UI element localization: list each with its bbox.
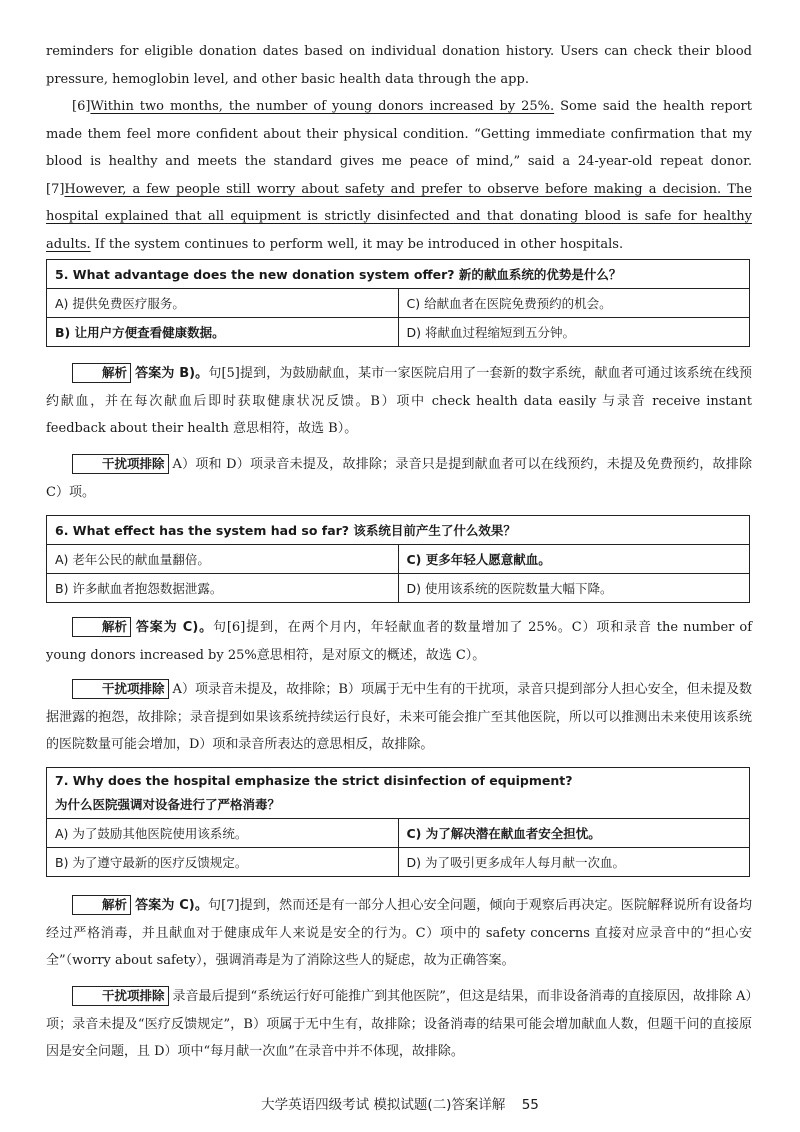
analysis-label: 解析 — [72, 895, 131, 915]
passage-text-end: If the system continues to perform well, it may be introduced in other hospitals. — [90, 236, 624, 252]
distractor-6 — [46, 676, 752, 759]
page-number: 55 — [521, 1097, 539, 1113]
question-6-text: 6. What effect has the system had so far? 该系统目前产生了什么效果？ — [47, 516, 750, 545]
sentence-marker-6: [6] — [72, 99, 91, 114]
question-7-text — [47, 768, 750, 819]
question-6-table — [46, 515, 750, 603]
option-7c-correct: C) 为了解决潜在献血者安全担忧。 — [398, 819, 750, 848]
analysis-6 — [46, 614, 752, 669]
analysis-label: 解析 — [72, 363, 131, 383]
option-5c: C) 给献血者在医院免费预约的机会。 — [398, 289, 750, 318]
analysis-7 — [46, 892, 752, 975]
distractor-label: 干扰项排除 — [72, 986, 169, 1006]
option-5b-correct: B) 让用户方便查看健康数据。 — [47, 318, 399, 347]
option-6a: A) 老年公民的献血量翻倍。 — [47, 545, 399, 574]
analysis-label: 解析 — [72, 617, 131, 637]
option-7d: D) 为了吸引更多成年人每月献一次血。 — [398, 848, 750, 877]
option-6d: D) 使用该系统的医院数量大幅下降。 — [398, 574, 750, 603]
answer-6: 答案为 C)。 — [135, 620, 213, 635]
distractor-label: 干扰项排除 — [72, 679, 169, 699]
footer-title: 大学英语四级考试 模拟试题(二)答案详解 — [261, 1097, 506, 1113]
analysis-7-text: 句[7]提到，然而还是有一部分人担心安全问题，倾向于观察后再决定。医院解释说所有设备均经过严格消毒，并且献血对于健康成年人来说是安全的行为。C）项中的 safety concerns 直接对应录音中的“担心安全”（worry about safety），强调消毒是为了消除这些人的疑虑，故为正确答案。 — [46, 898, 752, 968]
option-7a: A) 为了鼓励其他医院使用该系统。 — [47, 819, 399, 848]
question-7-table — [46, 767, 750, 877]
analysis-5-text: 句[5]提到，为鼓励献血，某市一家医院启用了一套新的数字系统，献血者可通过该系统在线预约献血，并在每次献血后即时获取健康状况反馈。B）项中 check health data easily 与录音 receive instant feedback about their health 意思相符，故选 B）。 — [46, 366, 752, 436]
option-6b: B) 许多献血者抱怨数据泄露。 — [47, 574, 399, 603]
answer-7: 答案为 C)。 — [135, 898, 208, 913]
option-5a: A) 提供免费医疗服务。 — [47, 289, 399, 318]
option-6c-correct: C) 更多年轻人愿意献血。 — [398, 545, 750, 574]
page-footer — [0, 1093, 800, 1113]
question-7-cn: 为什么医院强调对设备进行了严格消毒？ — [55, 797, 281, 812]
underlined-sentence-7: However, a few people still worry about safety and prefer to observe before making a decision. The hospital explained that all equipment is strictly disinfected and that donating blood is safe for healthy adults. — [46, 181, 752, 252]
distractor-5 — [46, 451, 752, 506]
passage-paragraph-2 — [46, 93, 752, 258]
distractor-label: 干扰项排除 — [72, 454, 169, 474]
distractor-5-text: A）项和 D）项录音未提及，故排除；录音只是提到献血者可以在线预约，未提及免费预约，故排除 C）项。 — [46, 457, 752, 500]
passage-text: Some said the health report made them feel more confident about their physical condition. “Getting immediate confirmation that my blood is healthy and meets the standard gives me peace of mind,” said a 24-year-old repeat donor. — [46, 99, 752, 169]
question-5-text: 5. What advantage does the new donation system offer? 新的献血系统的优势是什么？ — [47, 260, 750, 289]
option-5d: D) 将献血过程缩短到五分钟。 — [398, 318, 750, 347]
distractor-7-text: 录音最后提到“系统运行好可能推广到其他医院”，但这是结果，而非设备消毒的直接原因，故排除 A）项；录音未提及“医疗反馈规定”，B）项属于无中生有，故排除；设备消毒的结果可能会增加献血人数，但题干问的直接原因是安全问题，且 D）项中“每月献一次血”在录音中并不体现，故排除。 — [46, 989, 752, 1059]
sentence-marker-7: [7] — [46, 181, 65, 197]
passage-paragraph-1: reminders for eligible donation dates based on individual donation history. Users can check their blood pressure, hemoglobin level, and other basic health data through the app. — [46, 44, 752, 87]
analysis-5 — [46, 360, 752, 443]
question-7-en: 7. Why does the hospital emphasize the strict disinfection of equipment? — [55, 773, 573, 788]
question-5-table — [46, 259, 750, 347]
option-7b: B) 为了遵守最新的医疗反馈规定。 — [47, 848, 399, 877]
distractor-6-text: A）项录音未提及，故排除；B）项属于无中生有的干扰项，录音只提到部分人担心安全，但未提及数据泄露的抱怨，故排除；录音提到如果该系统持续运行良好，未来可能会推广至其他医院，所以可以推测出未来使用该系统的医院数量可能会增加，D）项和录音所表达的意思相反，故排除。 — [46, 682, 752, 752]
distractor-7 — [46, 983, 752, 1066]
analysis-6-text: 句[6]提到，在两个月内，年轻献血者的数量增加了 25%。C）项和录音 the number of young donors increased by 25%意思相符，是对原文的概述，故选 C）。 — [46, 620, 753, 663]
answer-5: 答案为 B)。 — [135, 366, 209, 381]
underlined-sentence-6: Within two months, the number of young donors increased by 25%. — [90, 99, 555, 114]
